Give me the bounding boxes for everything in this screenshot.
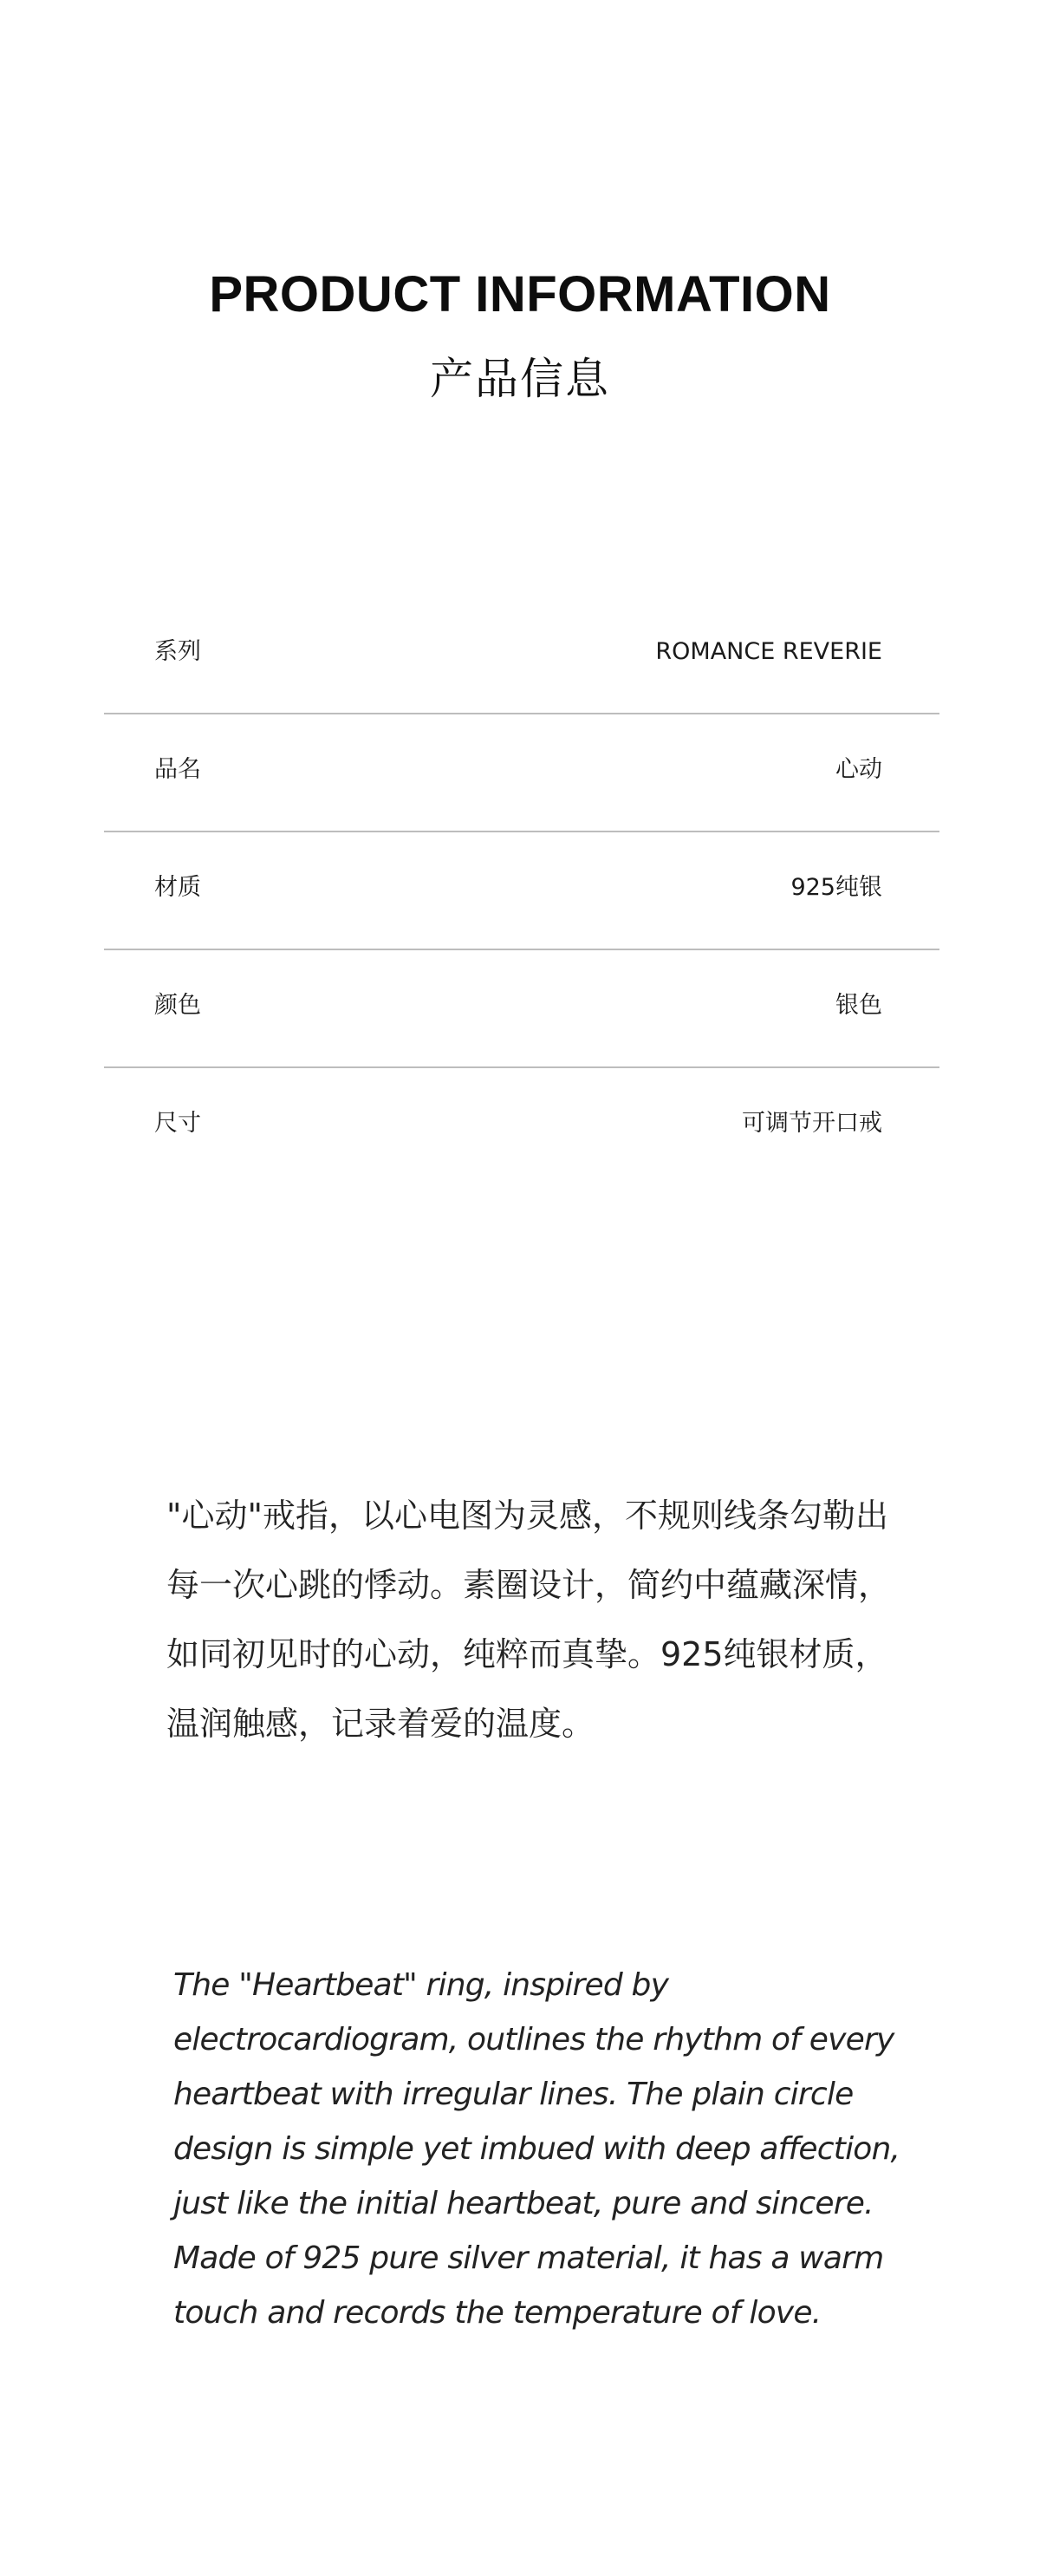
info-value: 925纯银 xyxy=(790,874,882,901)
info-row-color xyxy=(104,950,939,1068)
description-english: The "Heartbeat" ring, inspired by electrocardiogram, outlines the rhythm of every heartbeat with irregular lines. The plain circle design is simple yet imbued with deep affection, just like the initial heartbeat, pure and sincere. Made of 925 pure silver material, it has a warm touch and records the temperature of love. xyxy=(173,1967,900,2331)
info-value: 银色 xyxy=(835,992,882,1019)
product-info-table xyxy=(104,597,939,1186)
info-row-material xyxy=(104,832,939,950)
info-row-name xyxy=(104,714,939,832)
info-value: 心动 xyxy=(835,756,882,783)
info-value: 可调节开口戒 xyxy=(742,1110,882,1137)
info-label: 系列 xyxy=(154,638,201,665)
info-label: 材质 xyxy=(154,874,201,901)
info-value: ROMANCE REVERIE xyxy=(655,638,882,665)
page-header xyxy=(0,260,1040,409)
page-title-en: PRODUCT INFORMATION xyxy=(209,266,831,323)
info-label: 颜色 xyxy=(154,992,201,1019)
description-chinese: "心动"戒指，以心电图为灵感，不规则线条勾勒出每一次心跳的悸动。素圈设计，简约中蕴藏深情，如同初见时的心动，纯粹而真挚。925纯银材质，温润触感，记录着爱的温度。 xyxy=(166,1497,892,1743)
info-label: 品名 xyxy=(154,756,201,783)
page-title-cn: 产品信息 xyxy=(430,354,610,404)
info-row-size xyxy=(104,1068,939,1186)
info-row-series xyxy=(104,597,939,714)
info-label: 尺寸 xyxy=(154,1110,201,1137)
